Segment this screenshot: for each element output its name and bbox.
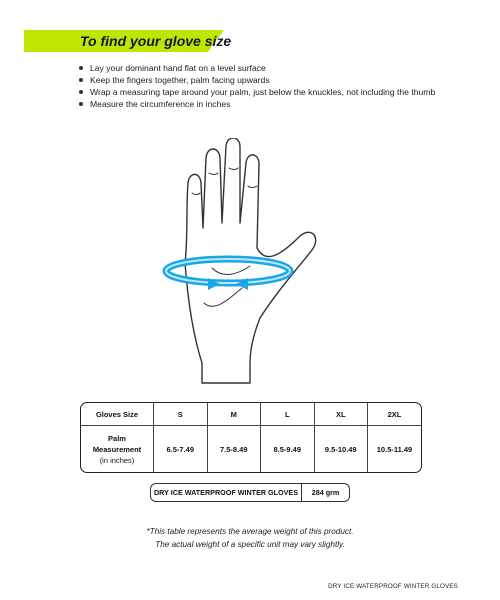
note-line: *This table represents the average weight of this product. <box>146 527 354 536</box>
measurement-cell: 8.5-9.49 <box>261 426 315 473</box>
glove-size-table <box>80 402 422 473</box>
row-label-line1: Palm <box>108 433 126 443</box>
size-header: M <box>207 403 261 426</box>
hand-measurement-illustration <box>150 138 350 388</box>
footer-text: DRY ICE WATERPROOF WINTER GLOVES <box>328 583 458 590</box>
weight-box <box>150 483 350 502</box>
size-header: S <box>154 403 208 426</box>
product-name: DRY ICE WATERPROOF WINTER GLOVES <box>151 484 302 501</box>
size-header: L <box>261 403 315 426</box>
table-header-label: Gloves Size <box>81 403 154 426</box>
weight-note <box>80 525 420 551</box>
row-label-line2: Measurement <box>92 444 142 454</box>
instruction-item: Lay your dominant hand flat on a level surface <box>78 62 438 74</box>
page-title: To find your glove size <box>80 33 232 49</box>
instruction-item: Wrap a measuring tape around your palm, just below the knuckles, not including the thumb <box>78 86 438 98</box>
row-label-unit: (in inches) <box>99 455 135 465</box>
row-label <box>81 426 154 473</box>
product-weight: 284 grm <box>311 488 340 497</box>
table-row <box>81 426 421 473</box>
instruction-item: Measure the circumference in inches <box>78 98 438 110</box>
measurement-cell: 7.5-8.49 <box>207 426 261 473</box>
size-header: XL <box>314 403 368 426</box>
table-header-row <box>81 403 421 426</box>
size-header: 2XL <box>368 403 422 426</box>
measurement-cell: 10.5-11.49 <box>368 426 422 473</box>
measurement-cell: 6.5-7.49 <box>154 426 208 473</box>
note-line: The actual weight of a specific unit may vary slightly. <box>155 540 345 549</box>
instruction-item: Keep the fingers together, palm facing upwards <box>78 74 438 86</box>
measurement-cell: 9.5-10.49 <box>314 426 368 473</box>
instruction-list <box>78 62 438 110</box>
